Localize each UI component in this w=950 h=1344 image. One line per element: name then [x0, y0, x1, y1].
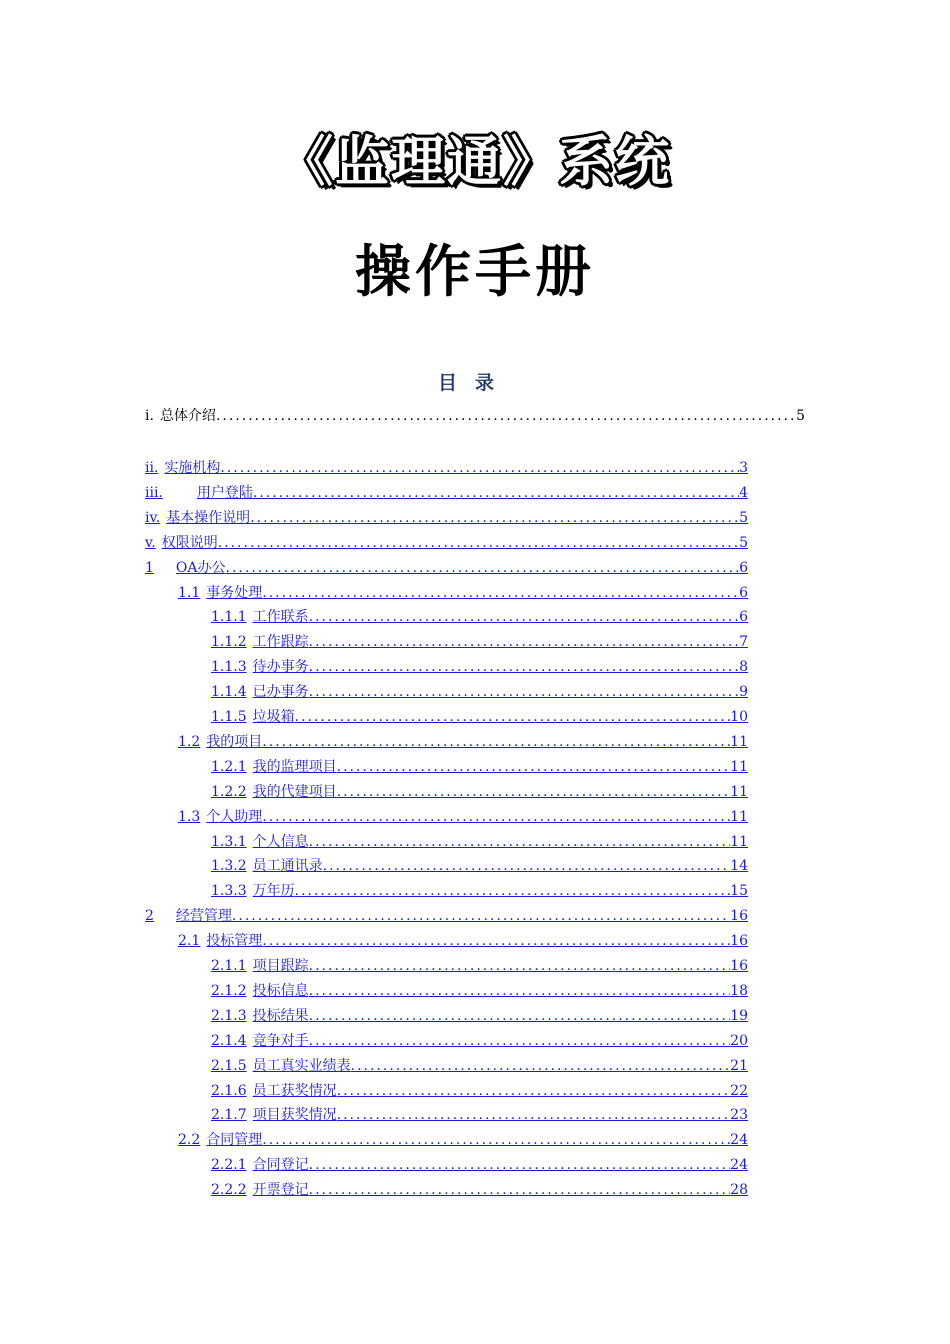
toc-entry — [145, 405, 805, 427]
toc-entry[interactable] — [178, 806, 748, 828]
toc-leader-dots — [220, 457, 739, 479]
toc-entry-number: 1.3 — [178, 808, 201, 825]
toc-entry-title: 员工获奖情况 — [252, 1082, 337, 1099]
toc-entry-number: iii. — [145, 484, 163, 501]
toc-entry-page: 24 — [730, 1132, 748, 1149]
toc-leader-dots — [309, 606, 739, 628]
toc-entry[interactable] — [211, 1005, 748, 1027]
toc-entry-page: 5 — [739, 534, 748, 551]
toc-entry-title: 项目获奖情况 — [252, 1107, 337, 1124]
toc-entry-page: 16 — [730, 908, 748, 925]
toc-entry-title: 事务处理 — [206, 584, 263, 601]
toc-entry-title: 合同管理 — [206, 1132, 263, 1149]
toc-entry-number: 2.2 — [178, 1132, 201, 1149]
toc-leader-dots — [323, 855, 731, 877]
toc-leader-dots — [309, 1005, 731, 1027]
toc-entry-page: 19 — [730, 1007, 748, 1024]
toc-entry-title: OA办公 — [175, 559, 226, 576]
toc-entry-title: 投标结果 — [252, 1007, 309, 1024]
toc-entry-title: 投标管理 — [206, 933, 263, 950]
toc-entry[interactable] — [211, 831, 748, 853]
toc-leader-dots — [262, 930, 730, 952]
toc-leader-dots — [250, 507, 739, 529]
toc-entry-page: 11 — [730, 758, 748, 775]
toc-entry[interactable] — [178, 930, 748, 952]
toc-entry-page: 14 — [730, 858, 748, 875]
toc-entry-number: 2.1.4 — [211, 1032, 247, 1049]
toc-entry-title: 我的代建项目 — [252, 783, 337, 800]
toc-entry-title: 个人助理 — [206, 808, 263, 825]
toc-leader-dots — [295, 880, 731, 902]
toc-entry-number: 2.1.1 — [211, 958, 247, 974]
toc-leader-dots — [262, 731, 730, 753]
toc-leader-dots — [309, 1179, 731, 1201]
toc-entry[interactable] — [145, 507, 748, 529]
toc-entry[interactable] — [211, 1030, 748, 1052]
toc-leader-dots — [337, 1104, 731, 1126]
toc-entry-number: 1.1.2 — [211, 634, 247, 651]
toc-entry-title: 实施机构 — [164, 460, 221, 476]
toc-entry[interactable] — [211, 880, 748, 902]
toc-entry-number: 2.2.2 — [211, 1182, 247, 1199]
toc-entry-page: 28 — [730, 1182, 748, 1199]
toc-entry-number: 2.1.3 — [211, 1007, 247, 1024]
toc-entry-title: 合同登记 — [252, 1157, 309, 1174]
toc-entry-number: 2.1.2 — [211, 982, 247, 999]
toc-entry-page: 24 — [730, 1157, 748, 1174]
toc-entry[interactable] — [211, 855, 748, 877]
toc-entry-page: 18 — [730, 982, 748, 999]
toc-entry[interactable] — [145, 557, 748, 579]
toc-entry-title: 竞争对手 — [252, 1032, 309, 1049]
toc-entry-title: 员工真实业绩表 — [252, 1057, 351, 1074]
toc-entry-page: 23 — [730, 1107, 748, 1124]
toc-entry-page: 6 — [739, 584, 748, 601]
toc-entry-title: 经营管理 — [175, 908, 232, 925]
toc-entry[interactable] — [211, 1055, 748, 1077]
toc-entry-title: 垃圾箱 — [252, 709, 295, 725]
toc-entry-number: 2 — [145, 908, 154, 925]
toc-entry[interactable] — [211, 656, 748, 678]
toc-leader-dots — [295, 706, 731, 728]
toc-entry-title: 我的项目 — [206, 733, 263, 750]
toc-leader-dots — [232, 905, 730, 927]
toc-entry[interactable] — [211, 1104, 748, 1126]
toc-heading: 目录 — [437, 372, 512, 394]
toc-entry-title: 工作联系 — [252, 609, 309, 626]
toc-entry-title: 项目跟踪 — [252, 958, 309, 974]
toc-entry-page: 16 — [730, 933, 748, 950]
toc-entry-title: 万年历 — [252, 883, 295, 900]
toc-entry-page: 4 — [739, 484, 748, 501]
toc-entry-number: 1.2 — [178, 733, 201, 750]
toc-leader-dots — [309, 831, 731, 853]
document-title: 《监理通》系统 — [279, 130, 671, 193]
toc-leader-dots — [337, 1080, 731, 1102]
toc-entry-number: 1.3.2 — [211, 858, 247, 875]
toc-entry[interactable] — [178, 582, 748, 604]
toc-entry-page: 11 — [730, 733, 748, 750]
toc-leader-dots — [218, 532, 739, 554]
toc-entry-number: 1.1.5 — [211, 709, 247, 725]
toc-entry-number: i. — [145, 408, 154, 424]
toc-entry-page: 15 — [730, 883, 748, 900]
toc-entry-title: 员工通讯录 — [252, 858, 323, 875]
toc-leader-dots — [309, 681, 739, 703]
toc-entry-number: v. — [145, 534, 156, 551]
toc-entry[interactable] — [145, 905, 748, 927]
toc-entry[interactable] — [211, 706, 748, 728]
toc-leader-dots — [351, 1055, 731, 1077]
document-subtitle: 操作手册 — [355, 239, 595, 305]
toc-entry[interactable] — [211, 781, 748, 803]
toc-entry-number: iv. — [145, 509, 161, 526]
toc-entry[interactable] — [211, 606, 748, 628]
toc-leader-dots — [226, 557, 740, 579]
toc-leader-dots — [309, 980, 731, 1002]
toc-leader-dots — [309, 955, 731, 977]
toc-entry-title: 基本操作说明 — [166, 509, 251, 526]
toc-entry-page: 16 — [730, 958, 748, 974]
toc-entry-page: 9 — [739, 684, 748, 701]
toc-entry[interactable] — [211, 631, 748, 653]
toc-leader-dots — [262, 582, 739, 604]
toc-leader-dots — [309, 656, 739, 678]
toc-entry-page: 8 — [739, 659, 748, 676]
toc-entry[interactable] — [145, 482, 748, 504]
toc-entry[interactable] — [211, 1080, 748, 1102]
toc-entry[interactable] — [145, 532, 748, 554]
toc-entry-page: 21 — [730, 1057, 748, 1074]
toc-entry[interactable] — [211, 681, 748, 703]
toc-entry-title: 用户登陆 — [196, 484, 253, 501]
toc-entry-number: 1.1.1 — [211, 609, 247, 626]
toc-entry-page: 10 — [730, 709, 748, 725]
toc-entry[interactable] — [211, 980, 748, 1002]
toc-entry[interactable] — [211, 1154, 748, 1176]
toc-entry-title: 权限说明 — [161, 534, 218, 551]
toc-leader-dots — [253, 482, 739, 504]
toc-leader-dots — [262, 806, 730, 828]
toc-entry-title: 我的监理项目 — [252, 758, 337, 775]
toc-leader-dots — [337, 781, 731, 803]
toc-entry-page: 11 — [730, 808, 748, 825]
toc-entry-page: 3 — [739, 460, 748, 476]
toc-entry-page: 5 — [739, 509, 748, 526]
toc-entry[interactable] — [178, 731, 748, 753]
toc-entry-title: 待办事务 — [252, 659, 309, 676]
toc-entry-number: 1.1.4 — [211, 684, 247, 701]
toc-entry-number: 1.1.3 — [211, 659, 247, 676]
toc-leader-dots — [309, 1030, 731, 1052]
toc-leader-dots — [337, 756, 731, 778]
toc-entry-number: 1 — [145, 559, 154, 576]
toc-entry-title: 工作跟踪 — [252, 634, 309, 651]
toc-entry-number: 2.1.5 — [211, 1057, 247, 1074]
toc-entry-number: 2.2.1 — [211, 1157, 247, 1174]
toc-entry-page: 11 — [730, 783, 748, 800]
toc-entry-title: 个人信息 — [252, 833, 309, 850]
toc-entry-number: 1.1 — [178, 584, 201, 601]
toc-entry-page: 22 — [730, 1082, 748, 1099]
toc-entry[interactable] — [145, 457, 748, 479]
toc-entry-page: 6 — [739, 559, 748, 576]
toc-entry[interactable] — [178, 1129, 748, 1151]
toc-entry-page: 7 — [739, 634, 748, 651]
toc-leader-dots — [309, 1154, 731, 1176]
toc-entry-page: 11 — [730, 833, 748, 850]
toc-entry-title: 投标信息 — [252, 982, 309, 999]
toc-entry[interactable] — [211, 955, 748, 977]
toc-entry-number: 1.2.1 — [211, 758, 247, 775]
toc-entry-page: 20 — [730, 1032, 748, 1049]
toc-entry[interactable] — [211, 756, 748, 778]
toc-entry-number: 2.1.6 — [211, 1082, 247, 1099]
toc-entry-number: 1.3.1 — [211, 833, 247, 850]
toc-entry-number: 1.3.3 — [211, 883, 247, 900]
toc-leader-dots — [262, 1129, 730, 1151]
toc-entry-number: 2.1.7 — [211, 1107, 247, 1124]
toc-entry-title: 开票登记 — [252, 1182, 309, 1199]
toc-entry-page: 5 — [796, 408, 805, 424]
toc-entry-number: 2.1 — [178, 933, 201, 950]
toc-leader-dots — [216, 405, 796, 427]
toc-entry-title: 总体介绍 — [159, 408, 216, 424]
toc-leader-dots — [309, 631, 739, 653]
toc-entry-page: 6 — [739, 609, 748, 626]
toc-entry-number: 1.2.2 — [211, 783, 247, 800]
toc-entry[interactable] — [211, 1179, 748, 1201]
toc-entry-title: 已办事务 — [252, 684, 309, 701]
toc-entry-number: ii. — [145, 460, 159, 476]
